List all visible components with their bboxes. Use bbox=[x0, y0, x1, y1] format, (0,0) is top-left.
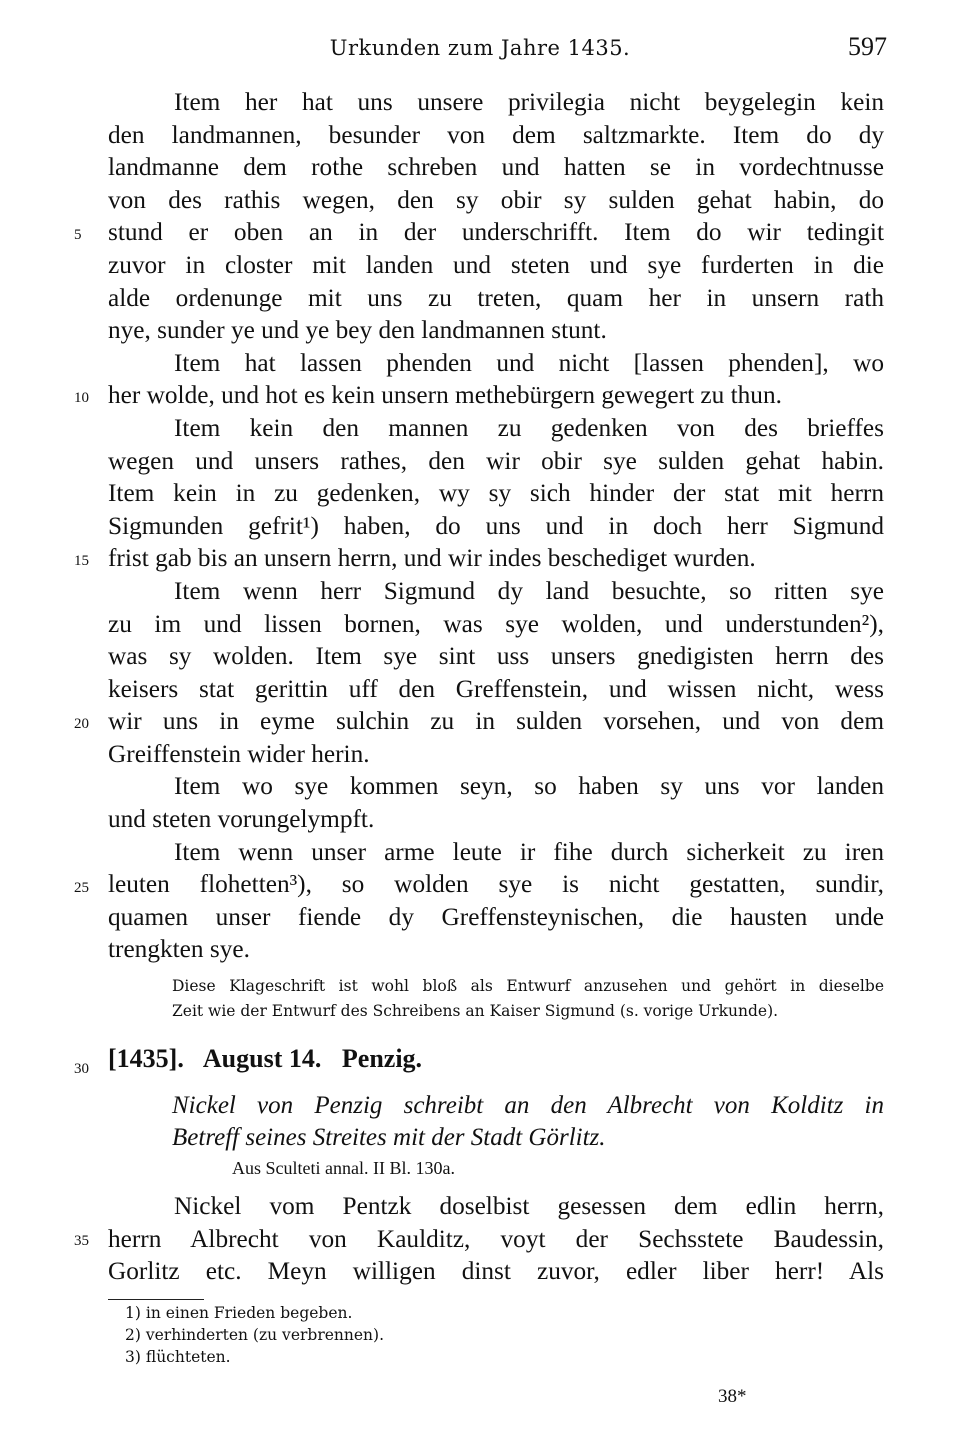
line-number: 5 bbox=[74, 227, 82, 243]
text-line: herrn Albrecht von Kaulditz, voyt der Sechsstete Baudessin, bbox=[108, 1224, 884, 1253]
entry-place: Penzig. bbox=[341, 1044, 423, 1073]
entry-source: Aus Sculteti annal. II Bl. 130a. bbox=[232, 1158, 455, 1178]
text-line: wegen und unsers rathes, den wir obir sye sulden gehat habin. bbox=[108, 446, 884, 475]
footnote-mark: 1) bbox=[125, 1304, 141, 1322]
text-line: quamen unser fiende dy Greffensteynischen, die hausten unde bbox=[108, 902, 884, 931]
text-line: Item kein den mannen zu gedenken von des brieffes bbox=[174, 413, 884, 442]
footnote-divider bbox=[108, 1299, 204, 1300]
text-line: landmanne dem rothe schreben und hatten se in vordechtnusse bbox=[108, 153, 884, 182]
line-number: 15 bbox=[74, 553, 89, 569]
entry-summary bbox=[172, 1090, 884, 1154]
line-number: 25 bbox=[74, 880, 89, 896]
text-line: Nickel vom Pentzk doselbist gesessen dem edlin herrn, bbox=[174, 1192, 884, 1220]
text-line: Item kein in zu gedenken, wy sy sich hinder der stat mit herrn bbox=[108, 479, 884, 508]
footnote bbox=[125, 1302, 384, 1324]
entry-text bbox=[108, 1190, 884, 1288]
text-line: zu im und lissen bornen, was sye wolden, und understunden²), bbox=[108, 609, 884, 638]
text-line: Item wenn unser arme leute ir fihe durch sicherkeit zu iren bbox=[174, 837, 884, 866]
line-number: 20 bbox=[74, 716, 89, 732]
text-line: alde ordenunge mit uns zu treten, quam her in unsern rath bbox=[108, 283, 884, 312]
text-line: nye, sunder ye und ye bey den landmannen stunt. bbox=[108, 316, 607, 345]
text-line: und steten vorungelympft. bbox=[108, 805, 375, 834]
signature-mark: 38* bbox=[718, 1386, 747, 1407]
summary-line: Nickel von Penzig schreibt an den Albrecht von Kolditz in bbox=[172, 1092, 884, 1119]
footnote-mark: 3) bbox=[125, 1348, 141, 1366]
text-line: frist gab bis an unsern herrn, und wir indes beschediget wurden. bbox=[108, 544, 756, 573]
line-number: 35 bbox=[74, 1233, 89, 1249]
text-line: Item wo sye kommen seyn, so haben sy uns vor landen bbox=[174, 772, 884, 801]
note-line: Zeit wie der Entwurf des Schreibens an Kaiser Sigmund (s. vorige Urkunde). bbox=[172, 1002, 779, 1020]
text-line: leuten flohetten³), so wolden sye is nicht gestatten, sundir, bbox=[108, 870, 884, 899]
summary-line: Betreff seines Streites mit der Stadt Görlitz. bbox=[172, 1124, 606, 1151]
text-line: keisers stat gerittin uff den Greffenstein, und wissen nicht, wess bbox=[108, 674, 884, 703]
entry-day: August 14. bbox=[202, 1044, 322, 1073]
text-line: Gorlitz etc. Meyn willigen dinst zuvor, edler liber herr! Als bbox=[108, 1257, 884, 1286]
entry-date: [1435]. bbox=[108, 1044, 184, 1073]
text-line: Sigmunden gefrit¹) haben, do uns und in doch herr Sigmund bbox=[108, 511, 884, 540]
text-line: Item her hat uns unsere privilegia nicht beygelegin kein bbox=[174, 88, 884, 116]
text-line: Item hat lassen phenden und nicht [lassen phenden], wo bbox=[174, 348, 884, 377]
text-line: zuvor in closter mit landen und steten und sye furderten in die bbox=[108, 250, 884, 279]
document-body bbox=[108, 86, 884, 966]
editorial-note bbox=[172, 974, 884, 1024]
footnotes bbox=[125, 1302, 384, 1368]
entry-heading bbox=[108, 1044, 436, 1074]
footnote-mark: 2) bbox=[125, 1326, 141, 1344]
text-line: Greiffenstein wider herin. bbox=[108, 739, 370, 768]
text-line: trengkten sye. bbox=[108, 935, 250, 964]
line-number: 10 bbox=[74, 390, 89, 406]
footnote bbox=[125, 1346, 384, 1368]
text-line: Item wenn herr Sigmund dy land besuchte, so ritten sye bbox=[174, 576, 884, 605]
footnote-text: in einen Frieden begeben. bbox=[145, 1304, 353, 1322]
note-line: Diese Klageschrift ist wohl bloß als Entwurf anzusehen und gehört in dieselbe bbox=[172, 977, 884, 995]
line-number: 30 bbox=[74, 1061, 89, 1077]
text-line: wir uns in eyme sulchin zu in sulden vorsehen, und von dem bbox=[108, 707, 884, 736]
text-line: von des rathis wegen, den sy obir sy sulden gehat habin, do bbox=[108, 185, 884, 214]
running-title: Urkunden zum Jahre 1435. bbox=[329, 36, 631, 60]
footnote-text: flüchteten. bbox=[145, 1348, 231, 1366]
text-line: was sy wolden. Item sye sint uss unsers gnedigisten herrn des bbox=[108, 642, 884, 671]
page-number: 597 bbox=[848, 32, 887, 61]
text-line: stund er oben an in der underschrifft. Item do wir tedingit bbox=[108, 218, 884, 247]
text-line: her wolde, und hot es kein unsern methebürgern gewegert zu thun. bbox=[108, 381, 782, 410]
text-line: den landmannen, besunder von dem saltzmarkte. Item do dy bbox=[108, 120, 884, 149]
footnote-text: verhinderten (zu verbrennen). bbox=[145, 1326, 384, 1344]
footnote bbox=[125, 1324, 384, 1346]
